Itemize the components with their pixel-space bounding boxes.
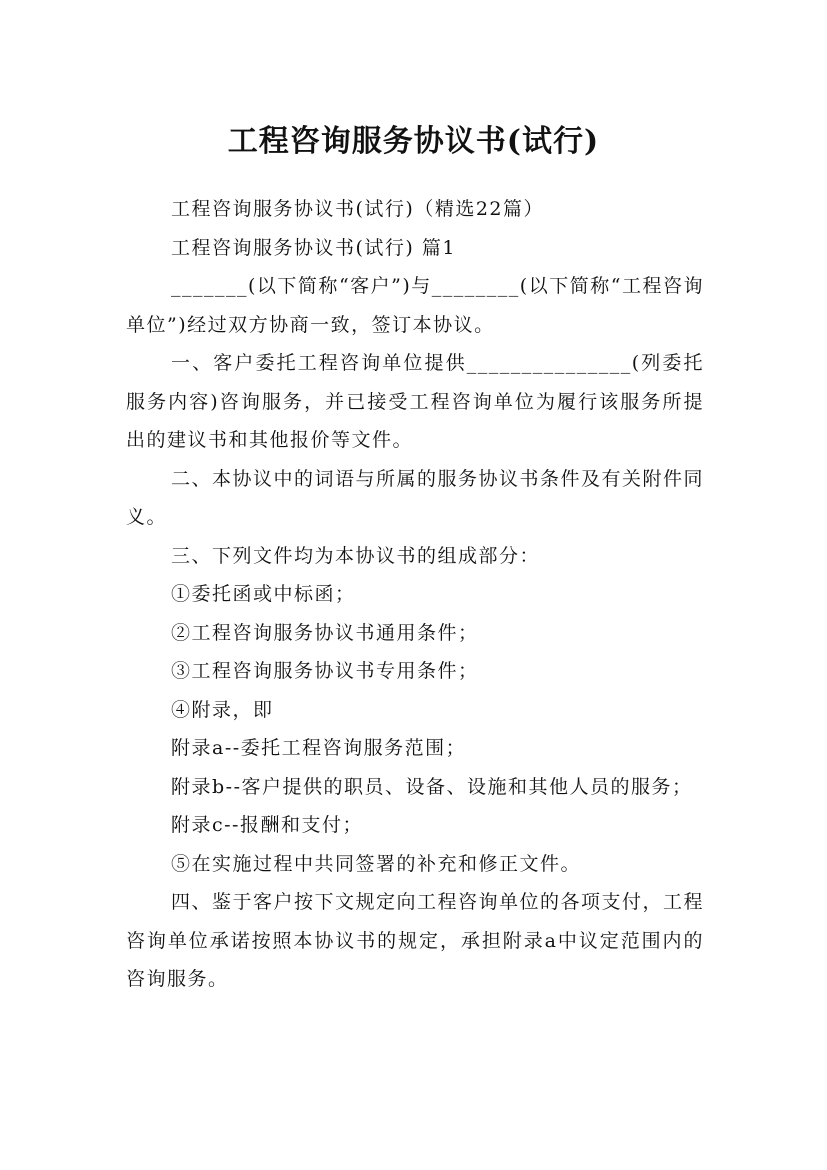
paragraph-collection-title: 工程咨询服务协议书(试行)（精选22篇）: [171, 198, 545, 220]
list-item-3: ③工程咨询服务协议书专用条件；: [171, 660, 479, 682]
list-item-4: ④附录，即: [171, 698, 274, 721]
list-item-2: ②工程咨询服务协议书通用条件；: [171, 621, 479, 644]
appendix-b: 附录b--客户提供的职员、设备、设施和其他人员的服务；: [171, 775, 693, 798]
paragraph-clause-4: 四、鉴于客户按下文规定向工程咨询单位的各项支付，工程咨询单位承诺按照本协议书的规定，承担附录a中议定范围内的咨询服务。: [126, 891, 705, 990]
list-item-5: ⑤在实施过程中共同签署的补充和修正文件。: [171, 852, 582, 875]
paragraph-parties: _______(以下简称“客户”)与________(以下简称“工程咨询单位”)经过双方协商一致，签订本协议。: [126, 275, 704, 336]
appendix-c: 附录c--报酬和支付；: [171, 814, 363, 836]
document-title: 工程咨询服务协议书(试行): [227, 124, 600, 160]
paragraph-article-heading: 工程咨询服务协议书(试行) 篇1: [171, 236, 456, 259]
paragraph-clause-1: 一、客户委托工程咨询单位提供_______________(列委托服务内容)咨询服务，并已接受工程咨询单位为履行该服务所提出的建议书和其他报价等文件。: [126, 352, 704, 451]
paragraph-clause-3: 三、下列文件均为本协议书的组成部分：: [171, 544, 541, 567]
document-body: [126, 190, 704, 999]
appendix-a: 附录a--委托工程咨询服务范围；: [171, 737, 467, 759]
paragraph-clause-2: 二、本协议中的词语与所属的服务协议书条件及有关附件同义。: [126, 467, 705, 528]
list-item-1: ①委托函或中标函；: [171, 583, 356, 605]
